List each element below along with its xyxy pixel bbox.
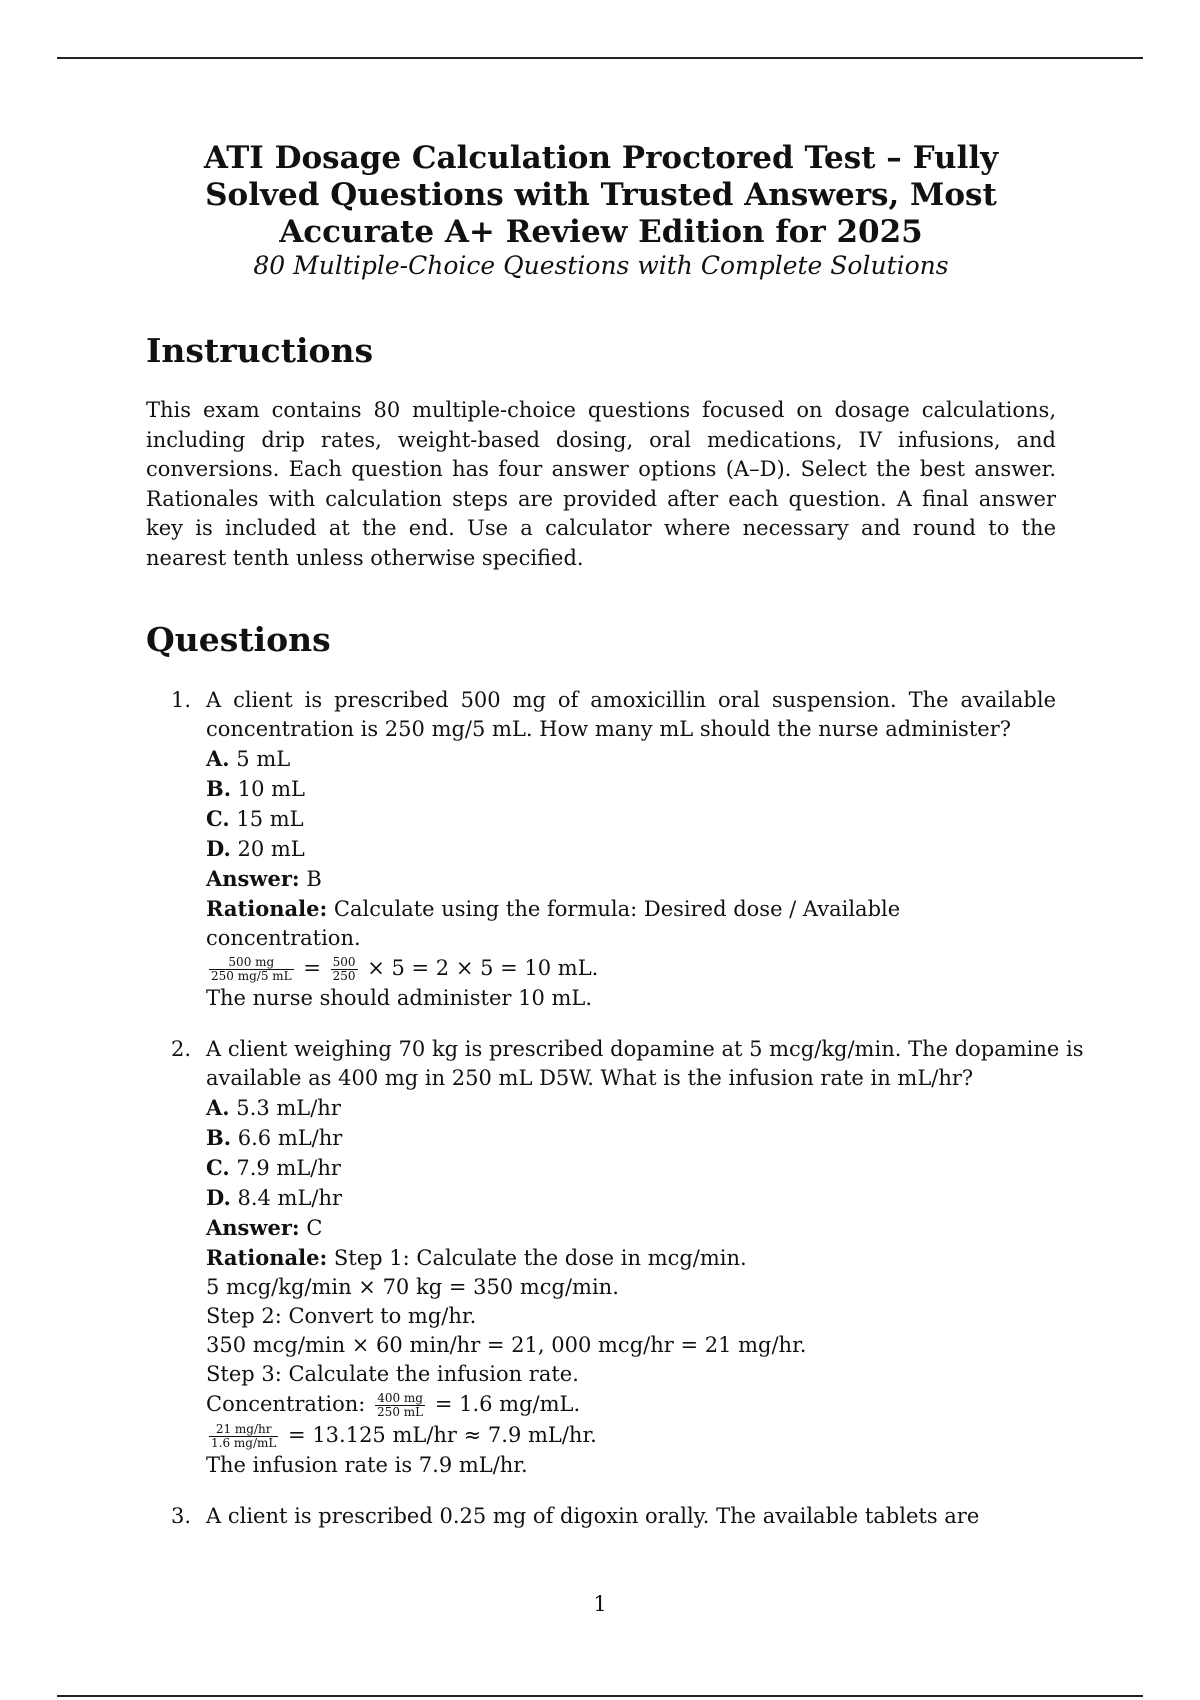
document-title: ATI Dosage Calculation Proctored Test – Fully Solved Questions with Trusted Answers, Most Accurate A+ Review Edition for 2025: [203, 140, 999, 250]
fraction: [209, 1423, 278, 1450]
option-text: 6.6 mL/hr: [237, 1126, 343, 1150]
option-letter: D.: [206, 836, 231, 861]
question-number: 1.: [171, 688, 192, 712]
top-rule: [57, 57, 1143, 59]
equals-sign: =: [303, 956, 321, 980]
rationale-text: Step 1: Calculate the dose in mcg/min.: [333, 1246, 747, 1270]
question-stem: A client is prescribed 0.25 mg of digoxin orally. The available tablets are: [206, 1504, 980, 1528]
option-text: 20 mL: [237, 837, 305, 861]
fraction-numerator: 21 mg/hr: [209, 1423, 278, 1437]
option-text: 10 mL: [237, 777, 306, 801]
option-letter: A.: [206, 746, 230, 771]
rate-line: [206, 1420, 1056, 1451]
rationale-label: Rationale:: [206, 896, 328, 921]
option-text: 15 mL: [236, 807, 304, 831]
option-a: [206, 744, 1056, 774]
option-letter: C.: [206, 806, 230, 831]
question-list: [146, 686, 1084, 1531]
rationale-conclusion: The infusion rate is 7.9 mL/hr.: [206, 1453, 528, 1477]
fraction: [209, 956, 294, 983]
option-d: [206, 1183, 1056, 1213]
step3-text: Step 3: Calculate the infusion rate.: [206, 1362, 579, 1386]
answer-label: Answer:: [206, 866, 300, 891]
answer-label: Answer:: [206, 1215, 300, 1240]
concentration-line: [206, 1389, 1056, 1420]
fraction-numerator: 400 mg: [375, 1392, 425, 1406]
answer-line: [206, 1213, 1056, 1243]
question-stem: A client weighing 70 kg is prescribed dopamine at 5 mcg/kg/min. The dopamine is available as 400 mg in 250 mL D5W. What is the infusion rate in mL/hr?: [206, 1037, 1084, 1090]
fraction-denominator: 250: [332, 969, 356, 983]
option-c: [206, 804, 1056, 834]
step1-math: 5 mcg/kg/min × 70 kg = 350 mcg/min.: [206, 1275, 619, 1299]
math-rest: = 1.6 mg/mL.: [434, 1392, 581, 1416]
option-text: 7.9 mL/hr: [236, 1156, 341, 1180]
step2-math: 350 mcg/min × 60 min/hr = 21, 000 mcg/hr = 21 mg/hr.: [206, 1333, 807, 1357]
question-number: 2.: [171, 1037, 192, 1061]
math-rest: = 13.125 mL/hr ≈ 7.9 mL/hr.: [288, 1423, 597, 1447]
title-block: [146, 140, 1056, 281]
answer-value: B: [306, 867, 322, 891]
answer-value: C: [306, 1216, 323, 1240]
option-text: 8.4 mL/hr: [237, 1186, 343, 1210]
option-letter: C.: [206, 1155, 230, 1180]
concentration-label: Concentration:: [206, 1392, 366, 1416]
document-page: [146, 140, 1084, 1553]
question-item: [146, 686, 1056, 1013]
fraction-denominator: 250 mg/5 mL: [211, 969, 292, 983]
option-text: 5.3 mL/hr: [236, 1096, 341, 1120]
step2-text: Step 2: Convert to mg/hr.: [206, 1304, 477, 1328]
option-letter: D.: [206, 1185, 231, 1210]
option-letter: B.: [206, 776, 232, 801]
instructions-body: This exam contains 80 multiple-choice questions focused on dosage calculations, including drip rates, weight-based dosing, oral medications, IV infusions, and conversions. Each question has four answer options (A–D). Select the best answer. Rationales with calculation steps are provided after each question. A final answer key is included at the end. Use a calculator where necessary and round to the nearest tenth unless otherwise specified.: [146, 398, 1056, 570]
option-letter: B.: [206, 1125, 232, 1150]
question-item: [146, 1035, 1084, 1480]
fraction-denominator: 1.6 mg/mL: [211, 1436, 277, 1450]
rationale-line: [206, 1243, 1056, 1273]
questions-heading: Questions: [146, 620, 331, 659]
rationale-math: [206, 953, 1056, 984]
rationale-conclusion: The nurse should administer 10 mL.: [206, 986, 593, 1010]
option-b: [206, 1123, 1056, 1153]
bottom-rule: [57, 1695, 1143, 1697]
option-text: 5 mL: [236, 747, 291, 771]
option-letter: A.: [206, 1095, 230, 1120]
fraction: [331, 956, 358, 983]
option-a: [206, 1093, 1056, 1123]
option-d: [206, 834, 1056, 864]
answer-line: [206, 864, 1056, 894]
fraction: [375, 1392, 425, 1419]
rationale-line: [206, 894, 1056, 953]
question-item: [146, 1502, 1056, 1531]
fraction-denominator: 250 mL: [377, 1405, 424, 1419]
math-rest: × 5 = 2 × 5 = 10 mL.: [367, 956, 599, 980]
instructions-heading: Instructions: [146, 331, 374, 370]
fraction-numerator: 500: [332, 955, 356, 969]
fraction-numerator: 500 mg: [209, 956, 294, 970]
option-b: [206, 774, 1056, 804]
page-number: 1: [593, 1592, 607, 1616]
rationale-text: Calculate using the formula: Desired dose / Available concentration.: [206, 897, 901, 950]
option-c: [206, 1153, 1056, 1183]
question-number: 3.: [171, 1504, 192, 1528]
document-subtitle: 80 Multiple-Choice Questions with Complete Solutions: [253, 251, 949, 280]
rationale-label: Rationale:: [206, 1245, 328, 1270]
question-stem: A client is prescribed 500 mg of amoxicillin oral suspension. The available concentration is 250 mg/5 mL. How many mL should the nurse administer?: [206, 688, 1056, 741]
